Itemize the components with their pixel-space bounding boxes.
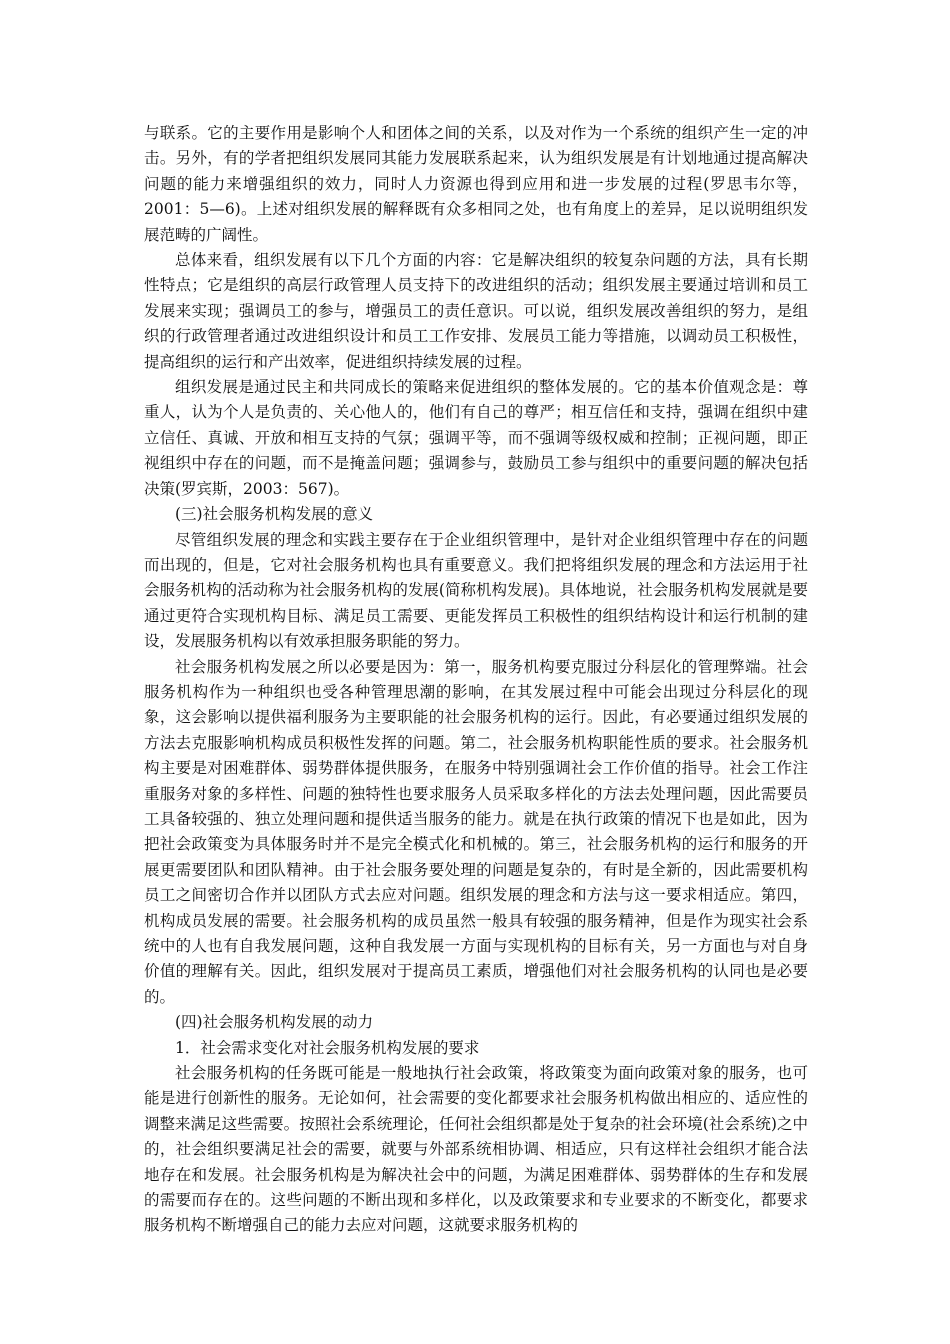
document-page xyxy=(144,121,808,1239)
section-heading-3: (三)社会服务机构发展的意义 xyxy=(175,505,374,524)
paragraph-org-development-values: 组织发展是通过民主和共同成长的策略来促进组织的整体发展的。它的基本价值观念是：尊重人，认为个人是负责的、关心他人的，他们有自己的尊严；相互信任和支持，强调在组织中建立信任、真诚、开放和相互支持的气氛；强调平等，而不强调等级权威和控制；正视问题，即正视组织中存在的问题，而不是掩盖问题；强调参与，鼓励员工参与组织中的重要问题的解决包括决策(罗宾斯，2003：567)。 xyxy=(144,378,808,498)
paragraph-continuation: 与联系。它的主要作用是影响个人和团体之间的关系，以及对作为一个系统的组织产生一定的冲击。另外，有的学者把组织发展同其能力发展联系起来，认为组织发展是有计划地通过提高解决问题的能力来增强组织的效力，同时人力资源也得到应用和进一步发展的过程(罗思韦尔等，2001：5—6)。上述对组织发展的解释既有众多相同之处，也有角度上的差异，足以说明组织发展范畴的广阔性。 xyxy=(144,124,808,244)
paragraph-service-agency-significance: 尽管组织发展的理念和实践主要存在于企业组织管理中，是针对企业组织管理中存在的问题而出现的，但是，它对社会服务机构也具有重要意义。我们把将组织发展的理念和方法运用于社会服务机构的活动称为社会服务机构的发展(简称机构发展)。具体地说，社会服务机构发展就是要通过更符合实现机构目标、满足员工需要、更能发挥员工积极性的组织结构设计和运行机制的建设，发展服务机构以有效承担服务职能的努力。 xyxy=(144,530,808,651)
paragraph-org-development-content: 总体来看，组织发展有以下几个方面的内容：它是解决组织的较复杂问题的方法，具有长期性特点；它是组织的高层行政管理人员支持下的改进组织的活动；组织发展主要通过培训和员工发展来实现；强调员工的参与，增强员工的责任意识。可以说，组织发展改善组织的努力，是组织的行政管理者通过改进组织设计和员工工作安排、发展员工能力等措施，以调动员工积极性，提高组织的运行和产出效率，促进组织持续发展的过程。 xyxy=(144,251,808,371)
paragraph-necessity-reasons: 社会服务机构发展之所以必要是因为：第一，服务机构要克服过分科层化的管理弊端。社会服务机构作为一种组织也受各种管理思潮的影响，在其发展过程中可能会出现过分科层化的现象，这会影响以提供福利服务为主要职能的社会服务机构的运行。因此，有必要通过组织发展的方法去克服影响机构成员积极性发挥的问题。第二，社会服务机构职能性质的要求。社会服务机构主要是对困难群体、弱势群体提供服务，在服务中特别强调社会工作价值的指导。社会工作注重服务对象的多样性、问题的独特性也要求服务人员采取多样化的方法去处理问题，因此需要员工具备较强的、独立处理问题和提供适当服务的能力。就是在执行政策的情况下也是如此，因为把社会政策变为具体服务时并不是完全模式化和机械的。第三，社会服务机构的运行和服务的开展更需要团队和团队精神。由于社会服务要处理的问题是复杂的，有时是全新的，因此需要机构员工之间密切合作并以团队方式去应对问题。组织发展的理念和方法与这一要求相适应。第四，机构成员发展的需要。社会服务机构的成员虽然一般具有较强的服务精神，但是作为现实社会系统中的人也有自我发展问题，这种自我发展一方面与实现机构的目标有关，另一方面也与对自身价值的理解有关。因此，组织发展对于提高员工素质，增强他们对社会服务机构的认同也是必要的。 xyxy=(144,657,808,1006)
paragraph-social-demand-change: 社会服务机构的任务既可能是一般地执行社会政策，将政策变为面向政策对象的服务，也可能是进行创新性的服务。无论如何，社会需要的变化都要求社会服务机构做出相应的、适应性的调整来满足这些需要。按照社会系统理论，任何社会组织都是处于复杂的社会环境(社会系统)之中的，社会组织要满足社会的需要，就要与外部系统相协调、相适应，只有这样社会组织才能合法地存在和发展。社会服务机构是为解决社会中的问题，为满足困难群体、弱势群体的生存和发展的需要而存在的。这些问题的不断出现和多样化，以及政策要求和专业要求的不断变化，都要求服务机构不断增强自己的能力去应对问题，这就要求服务机构的 xyxy=(144,1064,808,1235)
section-heading-4: (四)社会服务机构发展的动力 xyxy=(175,1013,374,1032)
subsection-heading-4-1: 1．社会需求变化对社会服务机构发展的要求 xyxy=(175,1038,480,1057)
